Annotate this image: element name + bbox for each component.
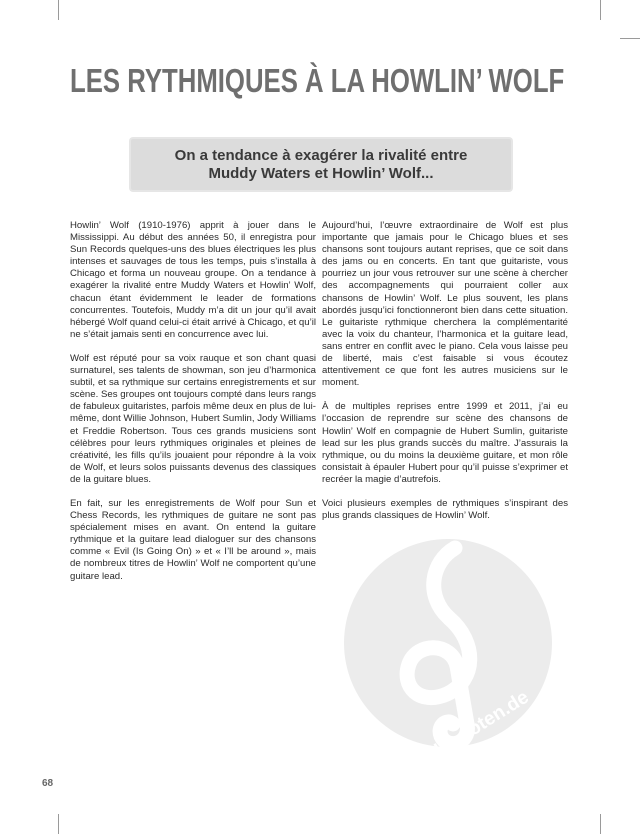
crop-mark [600,814,601,834]
left-column [70,220,316,595]
paragraph: À de multiples reprises entre 1999 et 2011, j’ai eu l’occasion de reprendre sur scène des chansons de Howlin’ Wolf en compagnie de Hubert Sumlin, guitariste lead sur les plus grands succès du maître. J’assurais la rythmique, ou du moins la deuxième guitare, et mon rôle consistait à épauler Hubert pour qu’il puisse s’exprimer et recréer la magie d’autrefois. [322,401,568,485]
watermark-text: alle-noten.de [422,686,533,758]
intro-banner [131,139,511,190]
paragraph: Aujourd’hui, l’œuvre extraordinaire de Wolf est plus importante que jamais pour le Chicago blues et ses chansons sont toujours autant reprises, que ce soit dans des jams ou en concerts. En tant que guitariste, vous pourriez un jour vous retrouver sur une scène à chercher des accompagnements qui pourraient coller aux chansons de Howlin’ Wolf. Le plus souvent, les plans abordés jusqu’ici fonctionneront bien dans cette situation. Le guitariste rythmique cherchera la complémentarité avec la voix du chanteur, l’harmonica et la guitare lead, sans entrer en conflit avec le piano. Cela vous laisse peu de liberté, mais c’est faisable si vous écoutez attentivement ce que font les autres musiciens sur le moment. [322,220,568,389]
paragraph: Howlin’ Wolf (1910-1976) apprit à jouer dans le Mississippi. Au début des années 50, il enregistra pour Sun Records quelques-uns des blues électriques les plus intenses et sauvages de tous les temps, puis s’installa à Chicago et forma un nouveau groupe. On a tendance à exagérer la rivalité entre Muddy Waters et Howlin’ Wolf, chacun étant évidemment le leader de formations concurrentes. Toutefois, Muddy m’a dit un jour qu’il avait hébergé Wolf quand celui-ci était arrivé à Chicago, et qu’il ne s’était jamais senti en concurrence avec lui. [70,220,316,340]
crop-mark [620,38,640,39]
banner-text [131,147,511,183]
banner-line-2: Muddy Waters et Howlin’ Wolf... [208,165,434,182]
paragraph: En fait, sur les enregistrements de Wolf pour Sun et Chess Records, les rythmiques de guitare ne sont pas spécialement mises en avant. On entend la guitare rythmique et la guitare lead dialoguer sur des chansons comme « Evil (Is Going On) » et « I’ll be around », mais de nombreux titres de Howlin’ Wolf ne comportent qu’une guitare lead. [70,497,316,582]
right-column [322,220,568,534]
crop-mark [58,814,59,834]
crop-mark [600,0,601,20]
page-title: LES RYTHMIQUES À LA HOWLIN’ WOLF [70,62,565,99]
watermark [343,518,553,758]
banner-line-1: On a tendance à exagérer la rivalité entre [174,147,468,164]
treble-clef-watermark-icon [343,518,553,758]
page-number: 68 [42,778,54,789]
paragraph: Wolf est réputé pour sa voix rauque et son chant quasi surnaturel, ses talents de showman, son jeu d’harmonica subtil, et sa rythmique sur certains enregistrements et sur scène. Ses groupes ont toujours compté dans leurs rangs de fabuleux guitaristes, parfois même deux en plus de lui-même, dont Willie Johnson, Hubert Sumlin, Jody Williams et Freddie Robertson. Tous ces grands musiciens sont célèbres pour leurs rythmiques originales et pleines de créativité, les fills qu’ils jouaient pour répondre à la voix de Wolf, et leurs solos puissants devenus des classiques de la guitare blues. [70,352,316,485]
crop-mark [58,0,59,20]
paragraph: Voici plusieurs exemples de rythmiques s’inspirant des plus grands classiques de Howlin’ Wolf. [322,497,568,522]
